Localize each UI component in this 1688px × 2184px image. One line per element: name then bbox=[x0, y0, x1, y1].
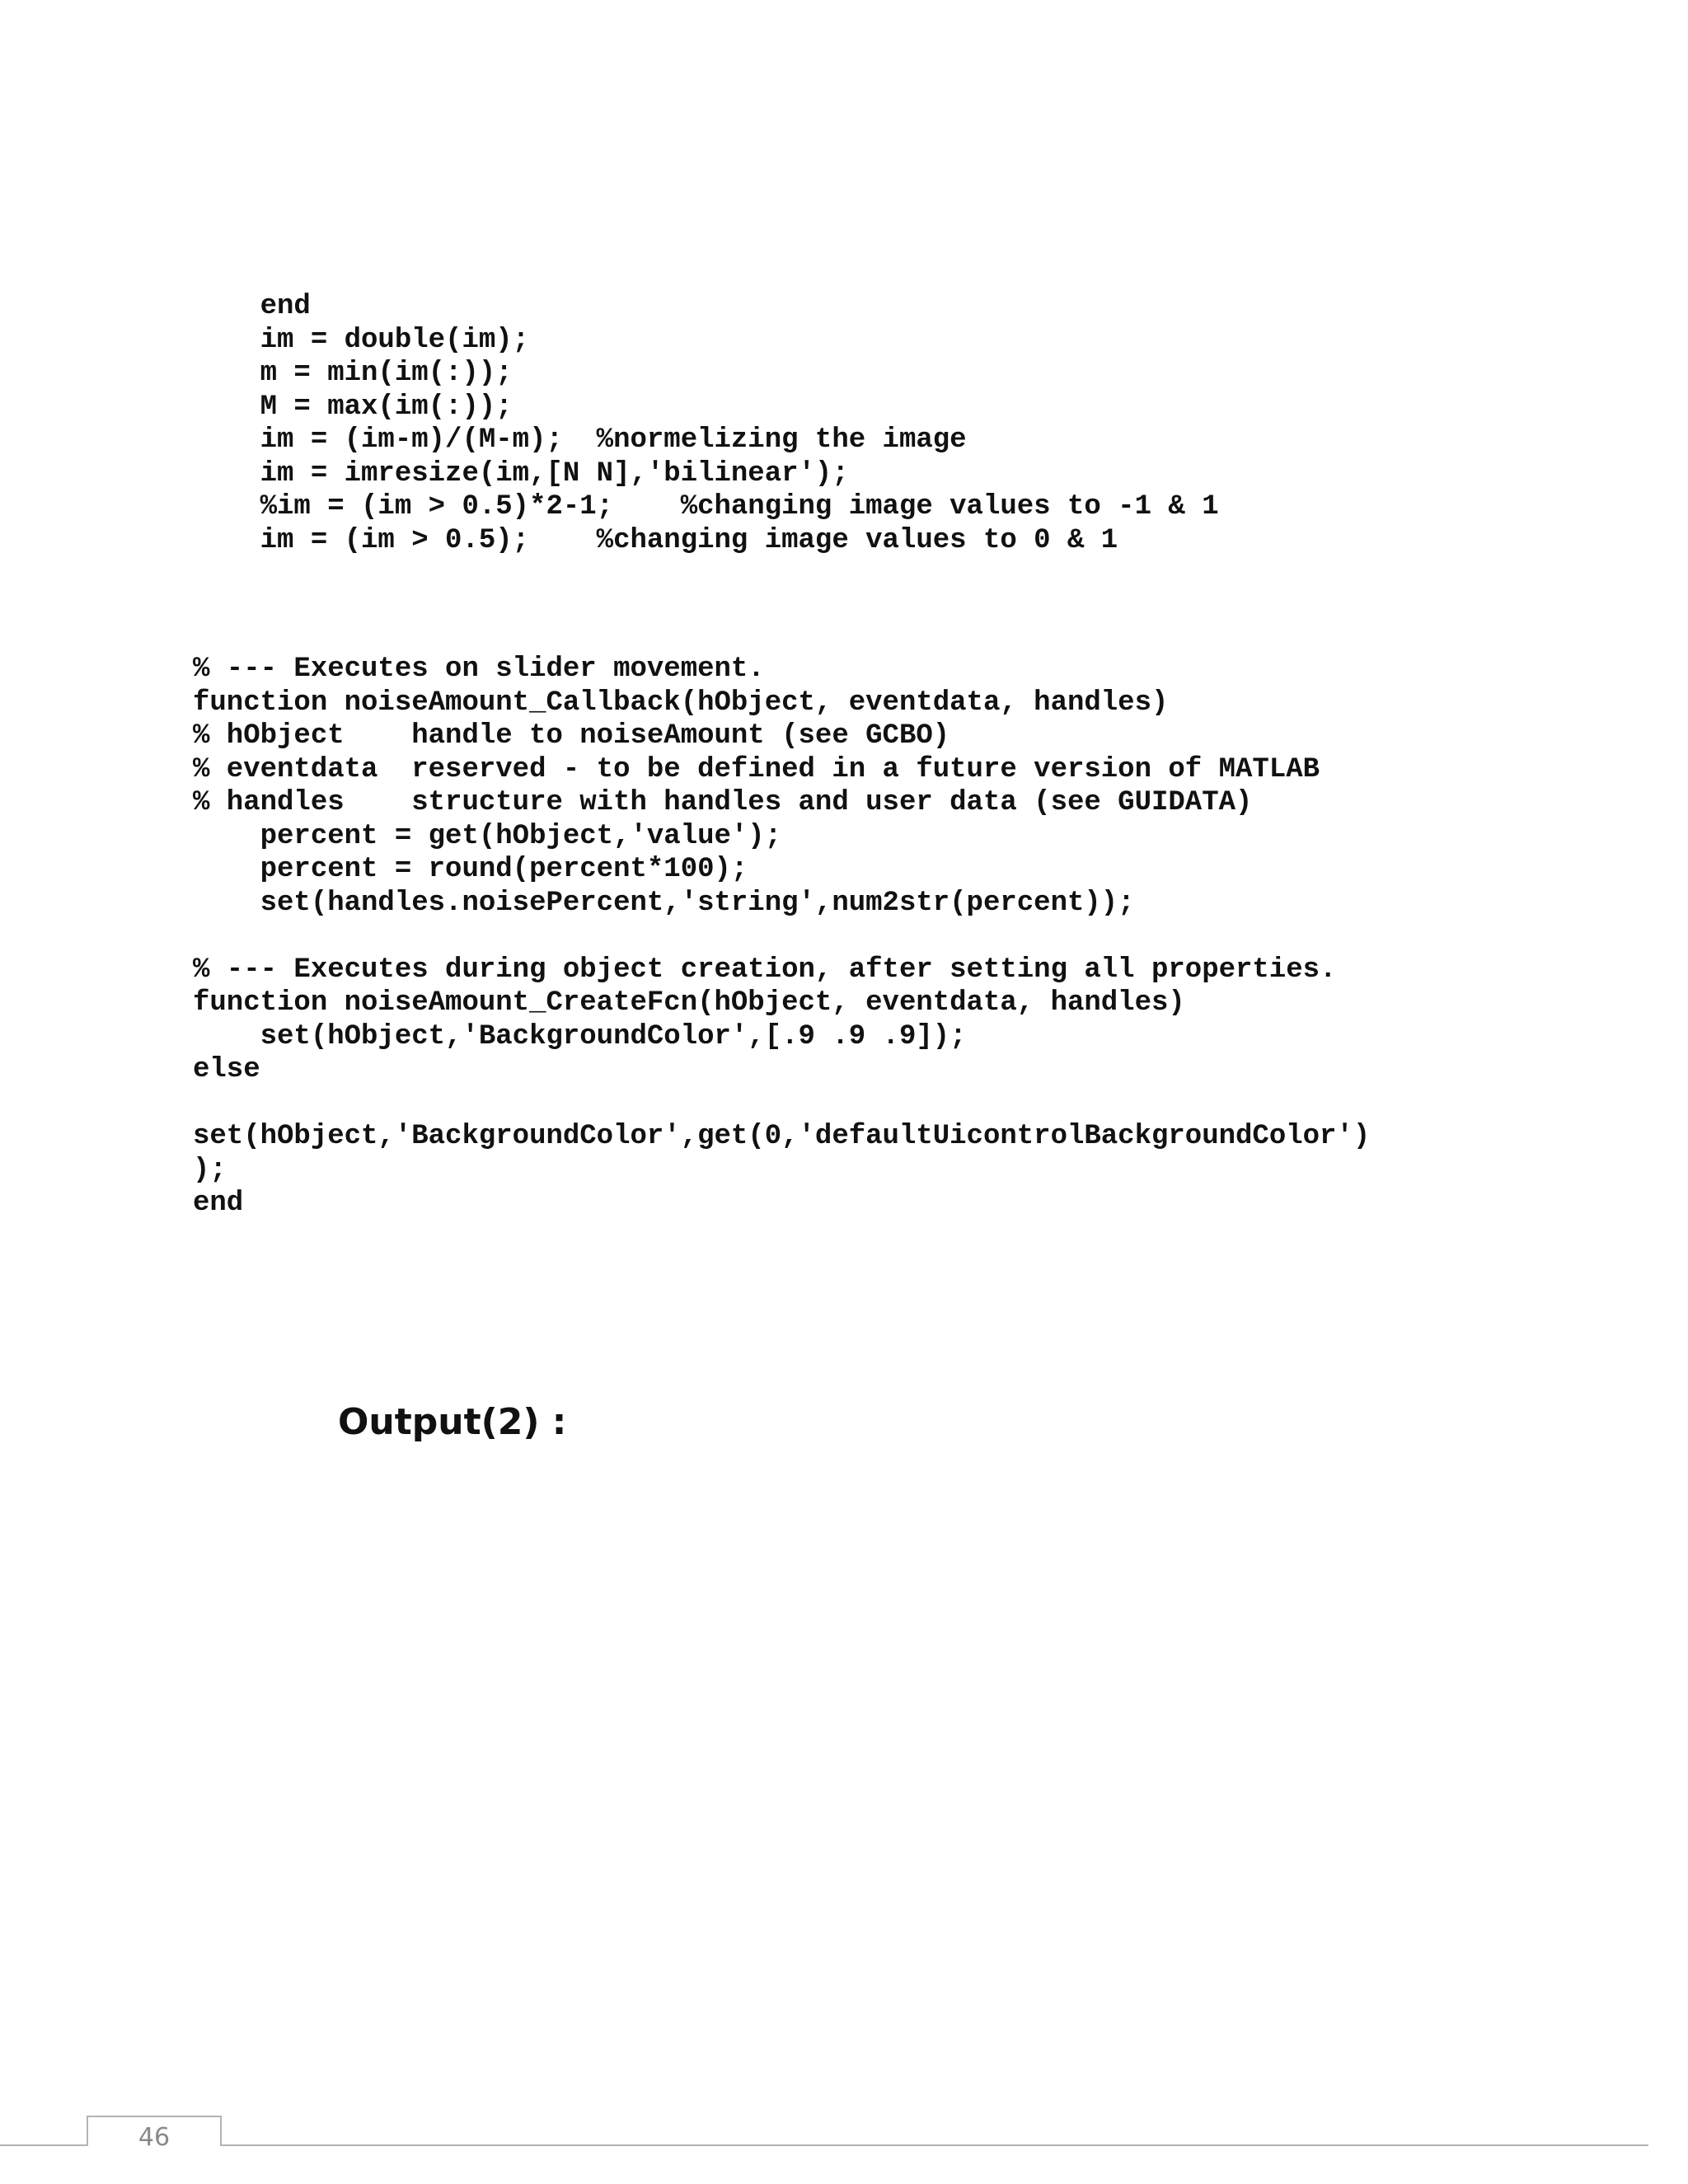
code-line: percent = get(hObject,'value'); bbox=[193, 820, 782, 852]
code-line: im = imresize(im,[N N],'bilinear'); bbox=[193, 457, 849, 490]
code-line: ); bbox=[193, 1154, 227, 1186]
code-line: set(hObject,'BackgroundColor',get(0,'defaultUicontrolBackgroundColor') bbox=[193, 1121, 1371, 1152]
code-line: function noiseAmount_Callback(hObject, eventdata, handles) bbox=[193, 687, 1169, 719]
code-line: function noiseAmount_CreateFcn(hObject, eventdata, handles) bbox=[193, 987, 1185, 1019]
code-line: im = double(im); bbox=[193, 324, 530, 356]
code-line-blank bbox=[193, 1087, 1370, 1121]
code-block-noise-amount-callbacks bbox=[193, 653, 1370, 1221]
code-line: m = min(im(:)); bbox=[193, 358, 513, 389]
output-heading: Output(2) : bbox=[338, 1401, 567, 1443]
code-line: end bbox=[193, 291, 311, 322]
page-number: 46 bbox=[87, 2116, 222, 2146]
code-line-blank bbox=[193, 920, 1370, 954]
code-line: else bbox=[193, 1054, 260, 1085]
code-line: set(hObject,'BackgroundColor',[.9 .9 .9]); bbox=[193, 1020, 967, 1052]
code-line: set(handles.noisePercent,'string',num2str(percent)); bbox=[193, 887, 1135, 919]
code-line: % --- Executes during object creation, after setting all properties. bbox=[193, 954, 1337, 986]
code-line: %im = (im > 0.5)*2-1; %changing image values to -1 & 1 bbox=[193, 491, 1219, 523]
code-line: M = max(im(:)); bbox=[193, 391, 513, 423]
code-line: % handles structure with handles and user data (see GUIDATA) bbox=[193, 787, 1253, 818]
code-line: % --- Executes on slider movement. bbox=[193, 654, 765, 685]
code-line: im = (im > 0.5); %changing image values to 0 & 1 bbox=[193, 524, 1118, 556]
code-line: im = (im-m)/(M-m); %normelizing the image bbox=[193, 424, 967, 456]
code-block-image-normalization bbox=[193, 290, 1219, 557]
code-line: percent = round(percent*100); bbox=[193, 854, 748, 885]
code-line: % hObject handle to noiseAmount (see GCBO) bbox=[193, 720, 950, 752]
footer-divider bbox=[0, 2144, 1648, 2146]
code-line: % eventdata reserved - to be defined in a future version of MATLAB bbox=[193, 753, 1320, 785]
code-line: end bbox=[193, 1188, 244, 1219]
